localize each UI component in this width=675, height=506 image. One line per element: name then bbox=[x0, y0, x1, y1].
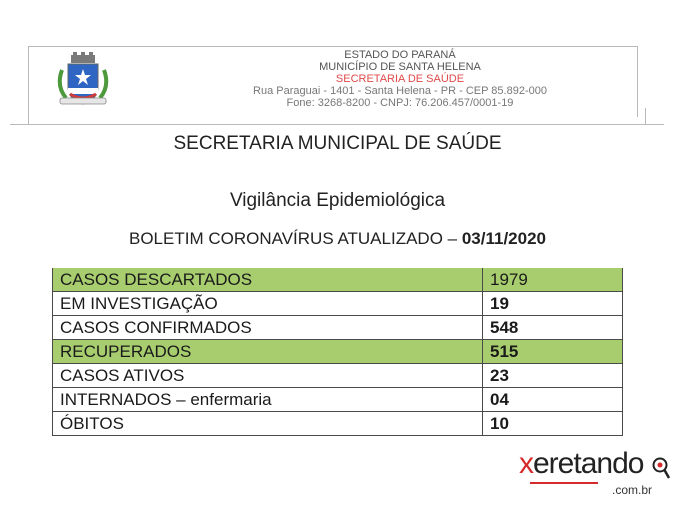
table-row bbox=[53, 292, 623, 316]
bulletin-title bbox=[0, 229, 675, 249]
row-label: INTERNADOS – enfermaria bbox=[53, 388, 483, 412]
watermark-domain: .com.br bbox=[612, 483, 653, 497]
page-subheading: Vigilância Epidemiológica bbox=[229, 190, 446, 211]
letterhead-state: ESTADO DO PARANÁ bbox=[344, 49, 456, 61]
row-value: 10 bbox=[483, 412, 623, 436]
row-value: 1979 bbox=[483, 268, 623, 292]
table-row bbox=[53, 340, 623, 364]
letterhead-text bbox=[200, 49, 600, 109]
row-label: EM INVESTIGAÇÃO bbox=[53, 292, 483, 316]
table-row bbox=[53, 316, 623, 340]
row-label: ÓBITOS bbox=[53, 412, 483, 436]
row-label: RECUPERADOS bbox=[53, 340, 483, 364]
table-row bbox=[53, 388, 623, 412]
row-value: 19 bbox=[483, 292, 623, 316]
watermark-brand bbox=[519, 448, 643, 480]
row-label: CASOS DESCARTADOS bbox=[53, 268, 483, 292]
row-label: CASOS CONFIRMADOS bbox=[53, 316, 483, 340]
letterhead-department: SECRETARIA DE SAÚDE bbox=[335, 73, 465, 85]
row-value: 515 bbox=[483, 340, 623, 364]
watermark-brand-x: x bbox=[519, 447, 533, 480]
letterhead-divider bbox=[10, 124, 664, 125]
municipal-crest-logo bbox=[54, 52, 112, 110]
table-row bbox=[53, 364, 623, 388]
bulletin-table bbox=[52, 268, 623, 436]
letterhead-contact: Fone: 3268-8200 - CNPJ: 76.206.457/0001-19 bbox=[286, 97, 514, 109]
divider-tick-right bbox=[645, 108, 646, 124]
magnifier-icon bbox=[651, 456, 671, 482]
page-heading: SECRETARIA MUNICIPAL DE SAÚDE bbox=[173, 133, 502, 154]
bulletin-date: 03/11/2020 bbox=[461, 229, 546, 248]
watermark-underline bbox=[530, 482, 598, 484]
watermark-brand-name: eretando bbox=[533, 447, 644, 480]
row-value: 548 bbox=[483, 316, 623, 340]
table-row bbox=[53, 412, 623, 436]
table-row bbox=[53, 268, 623, 292]
bulletin-title-text: BOLETIM CORONAVÍRUS ATUALIZADO – bbox=[129, 229, 458, 248]
divider-tick-left bbox=[28, 108, 29, 124]
letterhead-address: Rua Paraguai - 1401 - Santa Helena - PR - CEP 85.892-000 bbox=[253, 85, 547, 97]
row-label: CASOS ATIVOS bbox=[53, 364, 483, 388]
letterhead-municipality: MUNICÍPIO DE SANTA HELENA bbox=[319, 61, 481, 73]
row-value: 23 bbox=[483, 364, 623, 388]
row-value: 04 bbox=[483, 388, 623, 412]
